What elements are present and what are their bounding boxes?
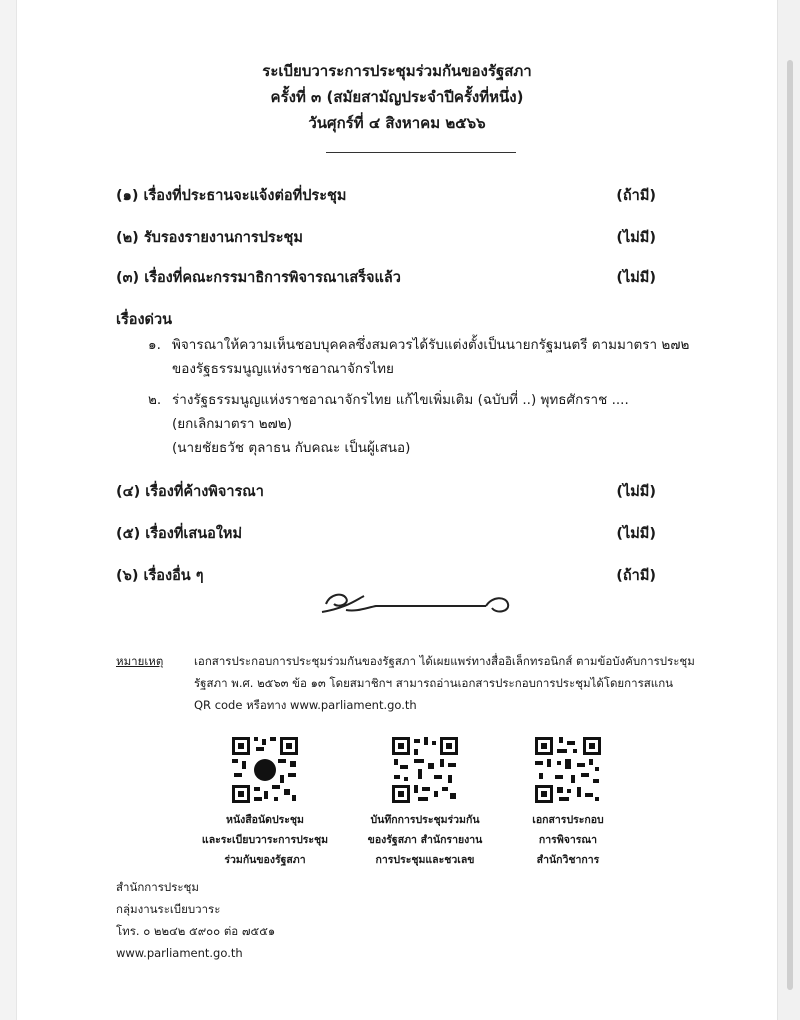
remark-line: QR code หรือทาง www.parliament.go.th [194,698,417,712]
header-title: ระเบียบวาระการประชุมร่วมกันของรัฐสภา [262,62,532,80]
agenda-status: (ไม่มี) [616,526,656,542]
agenda-number: (๒) [116,230,139,246]
agenda-status: (ถ้ามี) [616,568,656,584]
agenda-item-5 [116,522,656,545]
remark-label: หมายเหตุ [116,654,164,668]
agenda-number: (๖) [116,568,139,584]
remark-line: รัฐสภา พ.ศ. ๒๕๖๓ ข้อ ๑๓ โดยสมาชิกฯ สามารถอ่านเอกสารประกอบการประชุมได้โดยการสแกน [194,676,674,690]
agenda-number: (๕) [116,526,141,542]
urgent-text-cont: (ยกเลิกมาตรา ๒๗๒) [172,416,292,432]
agenda-title: เรื่องอื่น ๆ [143,568,204,584]
urgent-text: ร่างรัฐธรรมนูญแห่งราชอาณาจักรไทย แก้ไขเพิ่มเติม (ฉบับที่ ..) พุทธศักราช .... [172,392,629,408]
left-margin [0,0,17,1020]
agenda-number: (๔) [116,484,141,500]
agenda-item-4 [116,480,656,503]
scrollbar-thumb[interactable] [787,60,793,990]
office-phone: โทร. ๐ ๒๒๔๒ ๕๙๐๐ ต่อ ๗๕๕๑ [116,924,276,938]
header-date: วันศุกร์ที่ ๔ สิงหาคม ๒๕๖๖ [308,114,486,132]
agenda-number: (๓) [116,270,140,286]
urgent-heading: เรื่องด่วน [116,312,173,328]
agenda-title: เรื่องที่ค้างพิจารณา [145,484,264,500]
office-name: สำนักการประชุม [116,880,199,894]
agenda-title: รับรองรายงานการประชุม [143,230,303,246]
qr-code-supporting-docs[interactable] [533,735,603,805]
document-header [16,58,778,136]
agenda-item-2 [116,226,656,249]
agenda-status: (ไม่มี) [616,484,656,500]
qr-code-meeting-record[interactable] [390,735,460,805]
urgent-item-2 [148,388,629,460]
agenda-status: (ไม่มี) [616,230,656,246]
urgent-text-cont: ของรัฐธรรมนูญแห่งราชอาณาจักรไทย [172,361,394,377]
agenda-title: เรื่องที่ประธานจะแจ้งต่อที่ประชุม [143,188,347,204]
agenda-title: เรื่องที่เสนอใหม่ [145,526,243,542]
header-divider [326,152,516,153]
remark-line: เอกสารประกอบการประชุมร่วมกันของรัฐสภา ได้เผยแพร่ทางสื่ออิเล็กทรอนิกส์ ตามข้อบังคับการประชุม [194,654,695,668]
office-division: กลุ่มงานระเบียบวาระ [116,902,221,916]
office-website[interactable]: www.parliament.go.th [116,946,243,960]
urgent-item-1 [148,333,689,381]
urgent-number: ๒. [148,392,162,408]
urgent-text: พิจารณาให้ความเห็นชอบบุคคลซึ่งสมควรได้รับแต่งตั้งเป็นนายกรัฐมนตรี ตามมาตรา ๒๗๒ [172,337,690,353]
scrollbar-track[interactable] [777,0,800,1020]
qr-caption: เอกสารประกอบ การพิจารณา สำนักวิชาการ [532,814,604,866]
agenda-number: (๑) [116,188,139,204]
agenda-item-3 [116,266,656,289]
office-contact [116,876,275,964]
agenda-title: เรื่องที่คณะกรรมาธิการพิจารณาเสร็จแล้ว [144,270,401,286]
urgent-proposer: (นายชัยธวัช ตุลาธน กับคณะ เป็นผู้เสนอ) [172,440,411,456]
qr-caption: หนังสือนัดประชุม และระเบียบวาระการประชุม ร่วมกันของรัฐสภา [201,814,329,866]
agenda-status: (ไม่มี) [616,270,656,286]
signature-mark [316,582,536,622]
header-session: ครั้งที่ ๓ (สมัยสามัญประจำปีครั้งที่หนึ่ง) [270,88,524,106]
document-page [16,0,778,1020]
qr-caption: บันทึกการประชุมร่วมกัน ของรัฐสภา สำนักรายงาน การประชุมและชวเลข [367,814,483,866]
urgent-number: ๑. [148,337,161,353]
agenda-status: (ถ้ามี) [616,188,656,204]
qr-code-meeting-notice[interactable] [230,735,300,805]
agenda-item-1 [116,184,656,207]
